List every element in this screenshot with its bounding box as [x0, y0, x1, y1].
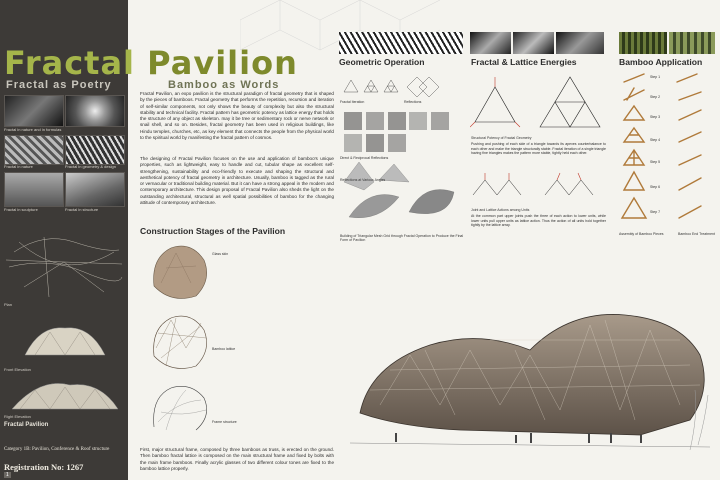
- registration-number: Registration No: 1267: [4, 462, 84, 472]
- thumb-fractal-formula: [4, 95, 64, 127]
- joint-action-diagram: [470, 165, 605, 210]
- bamboo-step-label: Step 1: [650, 75, 661, 79]
- geometric-label: Reflections at Various Angles: [340, 178, 386, 182]
- geometric-label: Building of Triangular Mesh Grid through Fractal Operation to Produce the Final Form of Pavilion: [340, 234, 464, 242]
- construction-text: First, major structural frame, composed by three bamboos as truss, is erected on the ground. Then bamboo fractal lattice is composed on the main structural frame and fixed by bolts with the main frame bamboos. Finally acrylic glasses of two different colour tones are fixed to the bamboo lattice properly.: [140, 447, 334, 471]
- right-elevation-label: Right Elevation: [4, 414, 31, 419]
- construction-heading: Construction Stages of the Pavilion: [140, 226, 286, 236]
- thumb-label: Fractal in structure: [65, 207, 99, 212]
- energies-text-1: Pushing and pushing of each side of a triangle towards its apexes counterbalance to each other and make the triangle structurally stable. Fractal iteration of a single triangle having fine triangles makes the pattern more stable, tightly held each other.: [471, 142, 606, 156]
- thumb-label: Fractal in nature and in formulas: [4, 127, 62, 132]
- geometric-heading: Geometric Operation: [339, 57, 425, 67]
- subtitle-left: Fractal as Poetry: [6, 79, 112, 91]
- construction-glass-skin: [146, 238, 216, 308]
- title-word-pavilion: Pavilion: [147, 44, 298, 82]
- intro-paragraph-1: Fractal Pavilion, an expo pavilion is the structural paradigm of fractal geometry that is shaped by the pieces of bamboos. Fractal geometry that performs the repetition, recursion and iteration of self-similar components, not only shows the beauty of complexity but also the structural stability and technical facility. Fractal pattern has geometric potency as lattice energy that holds the structure of any object as skeleton. may it be tree or sedimentary rock or nerve network or snail shell, and so on. Besides, fractal geometry has been used in religious buildings, like Hindu temples, churches, etc, as key element that connects the people from the physical world to the spiritual world by manifesting the fractal pattern of cosmos.: [140, 91, 334, 141]
- thumb-label: Fractal in geometry & design: [65, 164, 116, 169]
- bamboo-photo-2: [669, 32, 715, 54]
- bamboo-step-label: Step 2: [650, 95, 661, 99]
- bamboo-step-label: Step 5: [650, 160, 661, 164]
- energies-label: Joint and Lattice Actions among Units: [471, 208, 530, 212]
- bamboo-label: Bamboo End Treatment: [678, 232, 715, 236]
- construction-label: Glass skin: [212, 252, 229, 256]
- intro-paragraph-2: The designing of Fractal Pavilion focuses on the use and application of bamboo's unique properties, such as lightweight, easy to handle and cut, tubular shape as excellent self-strengthening, sustainability and eco-friendly to execute and shaping the structural and aesthetical potency of fractal geometry in architecture. Usually, bamboo is tagged as the rural or vernacular or traditional building material. But it can have a strong appeal in the modern and contemporary architecture. This design proposal of Fractal Pavilion also sheds the light on the outstanding architectural, structural as well spatial possibilities of bamboo for the changing attitude of contemporary architecture.: [140, 156, 334, 206]
- energies-photo-2: [513, 32, 554, 54]
- construction-label: Frame structure: [212, 420, 237, 424]
- subtitle-right: Bamboo as Words: [168, 79, 280, 91]
- construction-bamboo-lattice: [146, 308, 216, 378]
- thumb-nautilus-shell: [65, 95, 125, 127]
- energies-heading: Fractal & Lattice Energies: [471, 57, 577, 67]
- title-word-fractal: Fractal: [4, 44, 136, 82]
- bamboo-step-label: Step 3: [650, 115, 661, 119]
- triangle-energy-diagram: [470, 72, 605, 132]
- thumb-label: Fractal in sculpture: [4, 207, 38, 212]
- bamboo-label: Assembly of Bamboo Pieces: [619, 232, 664, 236]
- fractal-iteration-diagram: [339, 72, 463, 224]
- plan-label: Plan: [4, 302, 13, 307]
- construction-label: Bamboo lattice: [212, 347, 236, 351]
- bamboo-heading: Bamboo Application: [619, 57, 703, 67]
- front-elevation-drawing: [20, 320, 110, 360]
- energies-photo-1: [470, 32, 511, 54]
- thumb-fractal-pattern: [65, 135, 125, 165]
- construction-frame-structure: [146, 382, 216, 437]
- thumb-fractal-architecture: [4, 172, 64, 207]
- thumb-label: Fractal in nature: [4, 164, 33, 169]
- bamboo-photo-1: [619, 32, 667, 54]
- geometric-header-pattern: [339, 32, 463, 54]
- bamboo-step-label: Step 7: [650, 210, 661, 214]
- geometric-label: Reflections: [404, 100, 422, 104]
- category-text: Category 1B: Pavilion, Conference & Roof structure: [4, 447, 110, 452]
- geometric-label: Fractal Iteration: [340, 100, 365, 104]
- plan-drawing: [4, 222, 124, 302]
- page-number: 1: [6, 472, 9, 478]
- energies-photo-3: [556, 32, 604, 54]
- bamboo-step-label: Step 4: [650, 138, 661, 142]
- front-elevation-label: Front Elevation: [4, 367, 31, 372]
- bamboo-assembly-steps: [619, 70, 717, 240]
- right-elevation-drawing: [10, 375, 120, 413]
- fractal-pavilion-label: Fractal Pavilion: [4, 422, 49, 428]
- energies-label: Structural Potency of Fractal Geometry: [471, 136, 532, 140]
- energies-text-2: At the common part upper joints push the three of each action to lower units, while lower units pull upper units as lattice action. Thus the action of all units hold together tightly by the lattice array.: [471, 214, 606, 228]
- geometric-label: Direct & Reciprocal Reflections: [340, 156, 389, 160]
- bamboo-step-label: Step 6: [650, 185, 661, 189]
- thumb-fractal-structure: [65, 172, 125, 207]
- thumb-fractal-nature: [4, 135, 64, 165]
- pavilion-rendering: [340, 295, 720, 480]
